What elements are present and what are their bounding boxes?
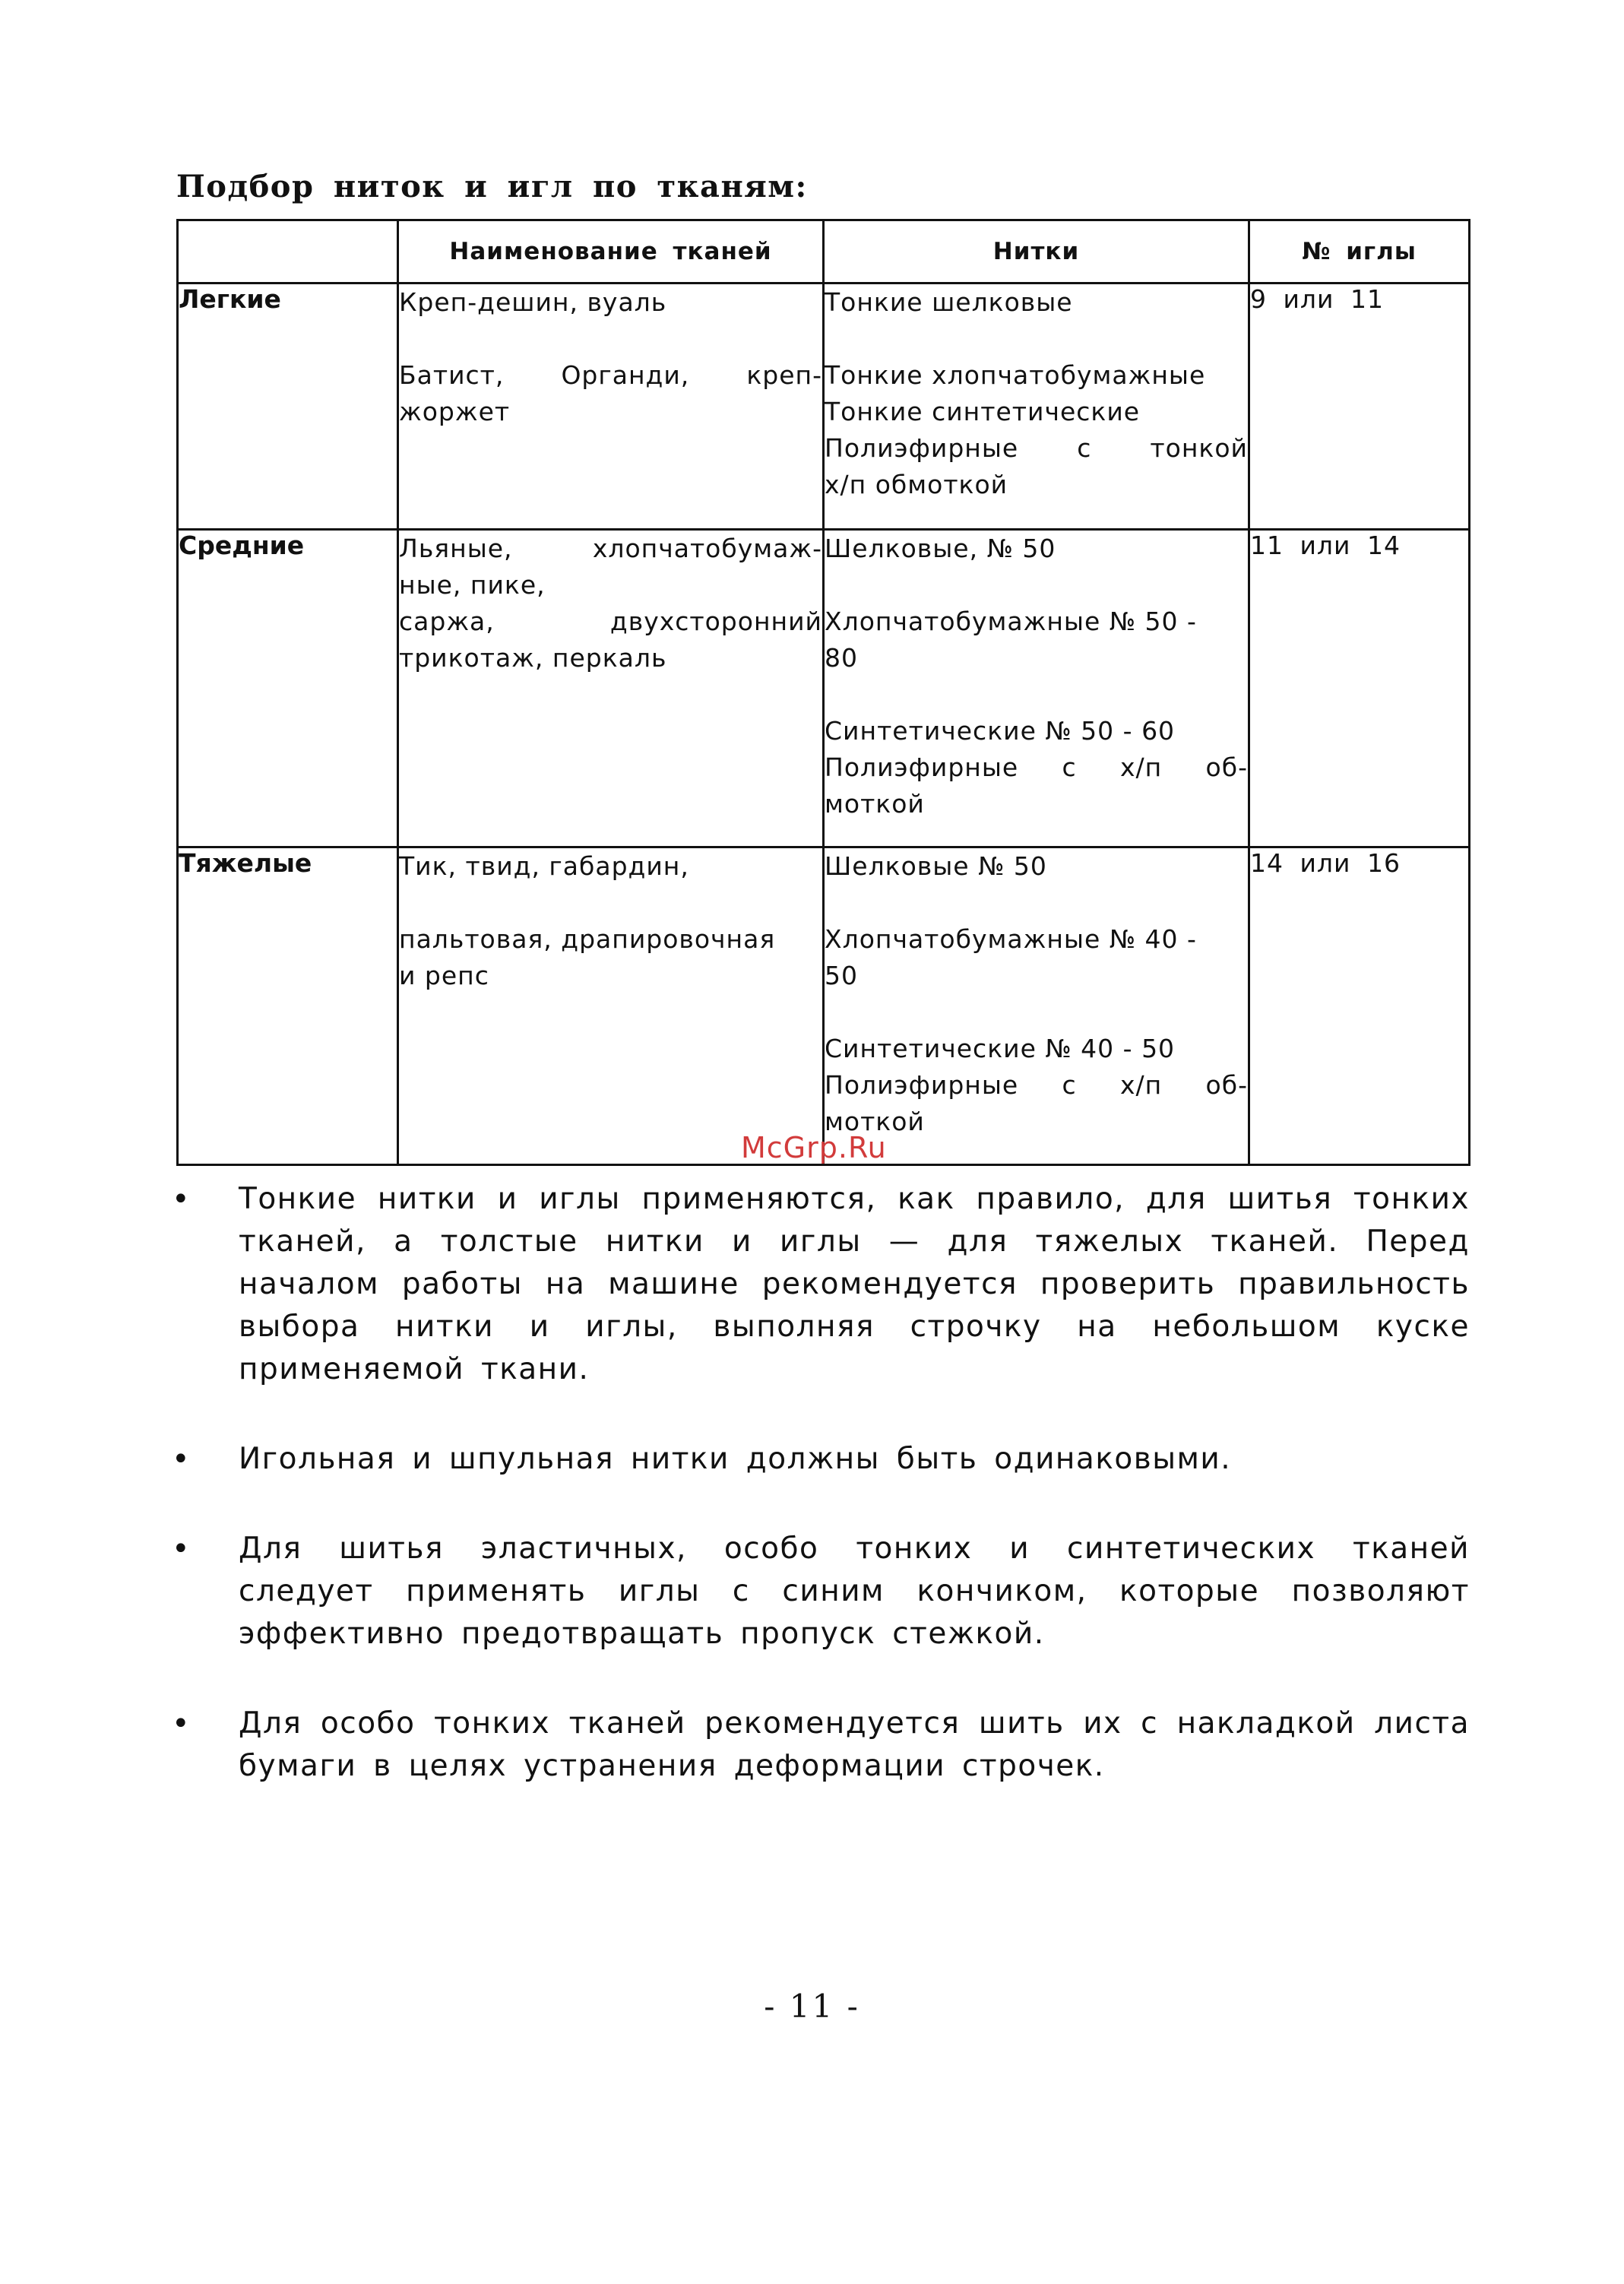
bullet-icon: • (172, 1706, 192, 1741)
fabric-line: жоржет (399, 397, 511, 426)
thread-line: Хлопчатобумажные № 40 - (825, 924, 1197, 954)
note-text: Тонкие нитки и иглы применяются, как правило, для шитья тонких тканей, а толстые нитки и иглы — для тяжелых тканей. Перед началом работы на машине рекомендуется проверить правильность выбора нитки и иглы, выполняя строчку на небольшом куске применяемой ткани. (239, 1182, 1470, 1386)
thread-line: Тонкие шелковые (825, 287, 1073, 317)
fabric-line: Креп-дешин, вуаль (399, 287, 667, 317)
fabric-line: Льяные, хлопчатобумаж- (399, 534, 822, 563)
note-text: Для шитья эластичных, особо тонких и синтетических тканей следует применять иглы с синим кончиком, которые позволяют эффективно предотвращать пропуск стежкой. (239, 1532, 1470, 1651)
header-threads: Нитки (824, 220, 1249, 284)
table-row-light (178, 284, 1470, 530)
note-text: Игольная и шпульная нитки должны быть одинаковыми. (239, 1442, 1232, 1476)
needle-cell: 9 или 11 (1249, 284, 1470, 530)
thread-line: Шелковые, № 50 (825, 534, 1056, 563)
fabrics-cell (398, 284, 824, 530)
thread-line: Полиэфирные с х/п об- (825, 1070, 1248, 1100)
thread-line: Синтетические № 40 - 50 (825, 1034, 1176, 1063)
thread-line: Полиэфирные с тонкой (825, 433, 1248, 463)
table-row-medium (178, 530, 1470, 847)
fabric-line: и репс (399, 961, 489, 990)
page-number: - 11 - (764, 1988, 860, 2025)
thread-line: Полиэфирные с х/п об- (825, 752, 1248, 782)
thread-line: 80 (825, 643, 858, 673)
header-needle: № иглы (1249, 220, 1470, 284)
bullet-icon: • (172, 1532, 192, 1566)
thread-line: 50 (825, 961, 858, 990)
note-text: Для особо тонких тканей рекомендуется шить их с накладкой листа бумаги в целях устранения деформации строчек. (239, 1706, 1470, 1783)
thread-line: х/п обмоткой (825, 470, 1008, 499)
header-category (178, 220, 398, 284)
threads-cell (824, 847, 1249, 1165)
header-fabrics: Наименование тканей (398, 220, 824, 284)
needle-cell: 11 или 14 (1249, 530, 1470, 847)
fabric-line: трикотаж, перкаль (399, 643, 667, 673)
fabric-line: саржа, двухсторонний (399, 607, 822, 636)
thread-line: Хлопчатобумажные № 50 - (825, 607, 1197, 636)
bullet-icon: • (172, 1182, 192, 1217)
thread-line: моткой (825, 1107, 925, 1136)
needle-cell: 14 или 16 (1249, 847, 1470, 1165)
fabric-line: Тик, твид, габардин, (399, 851, 689, 881)
fabric-line: ные, пике, (399, 570, 546, 600)
fabric-thread-needle-table (176, 219, 1470, 1166)
table-row-heavy (178, 847, 1470, 1165)
category-cell: Тяжелые (178, 847, 398, 1165)
fabrics-cell (398, 530, 824, 847)
bullet-icon: • (172, 1442, 192, 1477)
list-item (166, 1178, 1470, 1391)
thread-line: моткой (825, 789, 925, 819)
thread-line: Тонкие хлопчатобумажные (825, 360, 1206, 390)
table-header-row (178, 220, 1470, 284)
category-cell: Легкие (178, 284, 398, 530)
thread-line: Шелковые № 50 (825, 851, 1047, 881)
list-item (166, 1438, 1470, 1481)
fabric-line: пальтовая, драпировочная (399, 924, 776, 954)
threads-cell (824, 284, 1249, 530)
fabrics-cell (398, 847, 824, 1165)
page-title: Подбор ниток и игл по тканям: (176, 169, 808, 204)
watermark: McGrp.Ru (741, 1131, 887, 1164)
thread-line: Тонкие синтетические (825, 397, 1141, 426)
category-cell: Средние (178, 530, 398, 847)
fabric-line: Батист, Органди, креп- (399, 360, 822, 390)
list-item (166, 1703, 1470, 1788)
threads-cell (824, 530, 1249, 847)
thread-line: Синтетические № 50 - 60 (825, 716, 1176, 746)
notes-list (166, 1178, 1470, 1835)
list-item (166, 1528, 1470, 1655)
